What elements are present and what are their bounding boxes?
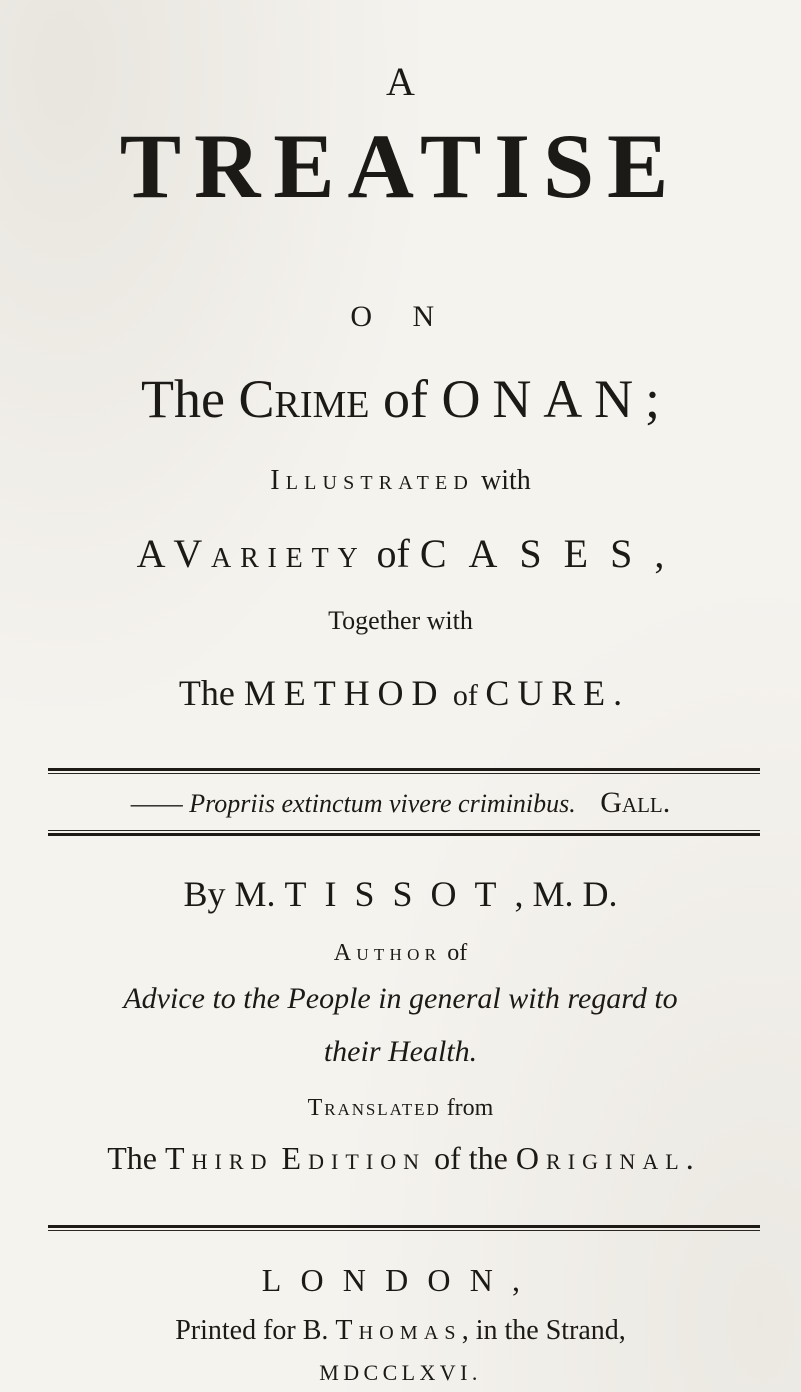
subject-crime: Crime [238,369,370,429]
motto-dash: —— [130,789,183,818]
imprint-date: MDCCLXVI. [319,1360,482,1385]
subject-line [0,369,801,429]
rule-divider-bottom [48,1225,760,1233]
variety-suffix: , [654,531,665,576]
variety-a: A [136,531,174,576]
imprint-printed-for: Printed for B. [175,1315,336,1346]
work-title-line-2 [0,1035,801,1069]
method-of: of [445,679,486,712]
author-degree: , M. D. [514,874,618,914]
author-label: Author [333,940,442,966]
edition-line [0,1140,801,1177]
translated-line [0,1095,801,1122]
subject-suffix: ; [644,369,660,429]
imprint-location: , in the Strand, [461,1315,626,1346]
cases-text: CASES [419,531,655,576]
article-line [0,58,801,105]
imprint-city-line [0,1262,801,1299]
edition-third: Third [165,1140,274,1176]
work-title-line-1 [0,982,801,1016]
motto-quote: Propriis extinctum vivere criminibus. [189,789,576,818]
work-title-1: Advice to the People in general with regard to [123,982,678,1015]
method-suffix: . [613,673,623,713]
illustrated-with: with [473,465,531,496]
translated-text: Translated [307,1095,441,1121]
edition-middle [274,1140,282,1176]
variety-of: of [366,531,420,576]
article-text: A [386,59,415,104]
imprint-date-line [0,1360,801,1386]
edition-word: Edition [281,1140,427,1176]
motto-line [0,786,801,820]
illustrated-line [0,465,801,497]
main-title-text: TREATISE [119,115,682,217]
by-line [0,873,801,915]
imprint-city: LONDON, [261,1262,540,1298]
author-of: of [441,940,468,966]
together-text: Together with [328,606,473,635]
illustrated-text: Illustrated [270,465,474,496]
author-name: TISSOT [284,874,515,914]
cure-text: CURE [485,673,614,713]
by-text: By M. [183,874,285,914]
on-text: O N [350,300,451,333]
work-title-2: their Health. [323,1035,478,1068]
rule-divider-middle [48,830,760,836]
imprint-printer: Thomas [335,1315,462,1346]
subject-name: ONAN [441,369,645,429]
edition-of: of the [426,1140,516,1176]
main-title [0,115,801,217]
method-line [0,672,801,714]
edition-original: Original [515,1140,686,1176]
variety-text: Variety [173,531,367,576]
variety-line [0,530,801,577]
rule-divider-top [48,768,760,776]
on-line [0,300,801,334]
edition-suffix: . [685,1140,694,1176]
imprint-printer-line [0,1315,801,1347]
subject-prefix: The [141,369,239,429]
method-text: METHOD [243,673,446,713]
author-label-line [0,940,801,967]
subject-of: of [369,369,442,429]
edition-prefix: The [107,1140,165,1176]
method-prefix: The [178,673,244,713]
together-line [0,606,801,636]
motto-attribution: Gall. [600,786,671,819]
translated-from: from [440,1095,494,1121]
